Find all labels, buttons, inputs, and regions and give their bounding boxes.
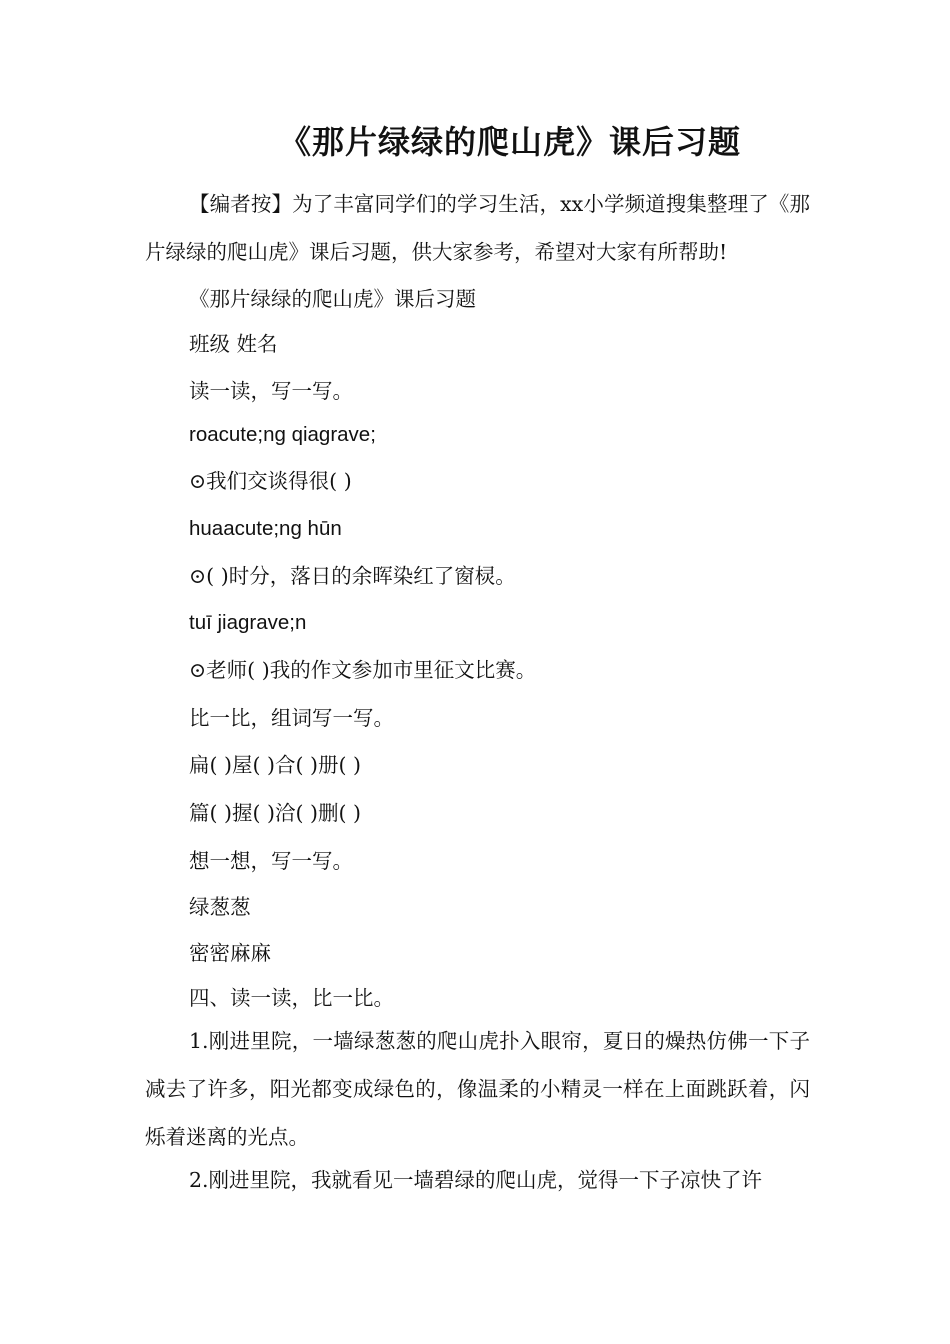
subtitle-line: 《那片绿绿的爬山虎》课后习题 — [189, 287, 476, 311]
class-name-line: 班级 姓名 — [189, 332, 278, 356]
word-compare-row-1: 扁( )屋( )合( )册( ) — [189, 753, 362, 777]
reading-paragraph-2: 2.刚进里院，我就看见一墙碧绿的爬山虎，觉得一下子凉快了许 — [189, 1168, 763, 1192]
page-title: 《那片绿绿的爬山虎》课后习题 — [278, 123, 741, 161]
exercise-sentence-3: ⊙老师( )我的作文参加市里征文比赛。 — [189, 658, 537, 682]
section-four-heading: 四、读一读，比一比。 — [189, 986, 394, 1010]
section-one-heading: 读一读，写一写。 — [189, 379, 353, 403]
exercise-sentence-2: ⊙( )时分，落日的余晖染红了窗棂。 — [189, 564, 516, 588]
exercise-sentence-1: ⊙我们交谈得很( ) — [189, 469, 352, 493]
section-two-heading: 比一比，组词写一写。 — [189, 706, 394, 730]
word-compare-row-2: 篇( )握( )洽( )删( ) — [189, 801, 362, 825]
pinyin-line-3: tuī jiagrave;n — [189, 611, 307, 634]
reading-paragraph-1: 1.刚进里院，一墙绿葱葱的爬山虎扑入眼帘，夏日的燥热仿佛一下子减去了许多，阳光都变成绿色的，像温柔的小精灵一样在上面跳跃着，闪烁着迷离的光点。 — [145, 1029, 810, 1149]
editor-note-paragraph: 【编者按】为了丰富同学们的学习生活，xx小学频道搜集整理了《那片绿绿的爬山虎》课后习题，供大家参考，希望对大家有所帮助! — [145, 192, 810, 264]
word-item-2: 密密麻麻 — [189, 941, 271, 965]
word-item-1: 绿葱葱 — [189, 895, 251, 919]
pinyin-line-1: roacute;ng qiagrave; — [189, 423, 376, 446]
pinyin-line-2: huaacute;ng hūn — [189, 517, 342, 540]
section-three-heading: 想一想，写一写。 — [189, 849, 353, 873]
